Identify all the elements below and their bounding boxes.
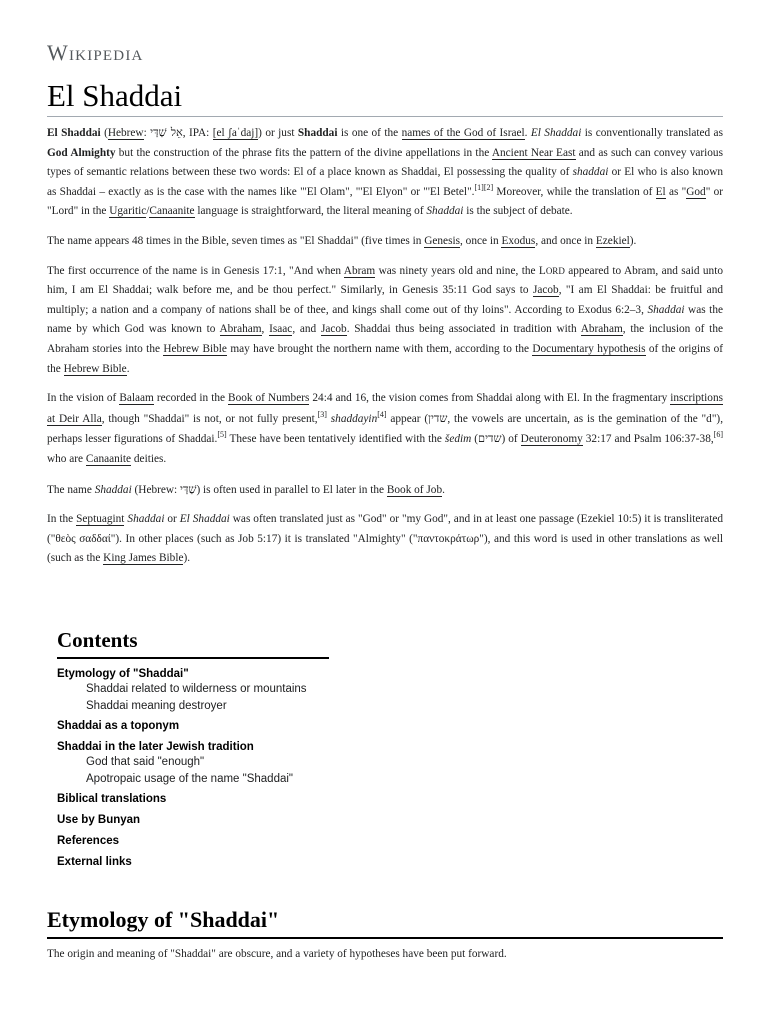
text: and as such can convey various types of semantic relations between these two words: El of a place known as Shaddai, El possessing the quality of bbox=[47, 146, 723, 179]
etymology-paragraph-1: The origin and meaning of "Shaddai" are obscure, and a variety of hypotheses have been put forward. bbox=[47, 948, 507, 960]
toc-item[interactable]: Biblical translations bbox=[57, 793, 167, 805]
link-king-james-bible[interactable]: King James Bible bbox=[103, 552, 184, 565]
text: The name appears 48 times in the Bible, seven times as "El Shaddai" (five times in bbox=[47, 234, 425, 247]
toc-subitem[interactable]: God that said "enough" bbox=[86, 756, 205, 768]
small-caps-text: ORD bbox=[545, 265, 565, 276]
title-divider bbox=[47, 116, 723, 117]
term-bold: God Almighty bbox=[47, 146, 116, 159]
link-hebrew[interactable]: Hebrew bbox=[107, 127, 144, 139]
text: , bbox=[261, 323, 270, 336]
text: The name bbox=[47, 483, 95, 496]
toc-item[interactable]: Use by Bunyan bbox=[57, 814, 141, 826]
text: (Hebrew: bbox=[131, 483, 181, 496]
term-italic: Shaddai bbox=[127, 513, 165, 526]
term-italic: Shaddai bbox=[426, 205, 464, 218]
intro-paragraph-2 bbox=[47, 232, 723, 252]
text: ) of bbox=[501, 433, 521, 446]
link-book-of-job[interactable]: Book of Job bbox=[386, 483, 443, 496]
link-deuteronomy[interactable]: Deuteronomy bbox=[520, 433, 583, 446]
text: ) or just bbox=[258, 127, 298, 139]
text: . Shaddai thus being associated in tradition with bbox=[346, 323, 581, 336]
text: " or "Lord" in the bbox=[47, 185, 724, 218]
text: 24:4 and 16, the vision comes from Shaddai along with El. In the fragmentary bbox=[309, 392, 671, 405]
table-of-contents bbox=[57, 625, 457, 872]
link-ipa[interactable]: [el ʃaˈdaj] bbox=[212, 127, 259, 139]
link-canaanite[interactable]: Canaanite bbox=[149, 205, 195, 218]
text: , the vowels are uncertain, as is the gemination of the "d"), perhaps lesser figurations of Shaddai. bbox=[47, 412, 724, 446]
term-bold: Shaddai bbox=[297, 127, 338, 139]
link-ugaritic[interactable]: Ugaritic bbox=[109, 205, 147, 218]
text: , though "Shaddai" is not, or not fully present, bbox=[101, 412, 318, 425]
reference-link[interactable]: [1][2] bbox=[474, 183, 494, 193]
toc-item[interactable]: External links bbox=[57, 856, 132, 868]
intro-paragraph-4 bbox=[47, 389, 723, 469]
text: deities. bbox=[131, 452, 167, 465]
text: Moreover, while the translation of bbox=[493, 185, 656, 198]
link-jacob[interactable]: Jacob bbox=[532, 284, 559, 297]
text: . bbox=[524, 127, 531, 139]
link-god[interactable]: God bbox=[686, 185, 706, 198]
toc-subitem[interactable]: Shaddai related to wilderness or mountains bbox=[86, 683, 307, 695]
text: In the vision of bbox=[47, 392, 120, 405]
intro-paragraph-6 bbox=[47, 510, 723, 569]
link-ancient-near-east[interactable]: Ancient Near East bbox=[491, 146, 576, 159]
link-abram[interactable]: Abram bbox=[343, 264, 376, 277]
text: , IPA: bbox=[182, 127, 213, 139]
term-italic: šedim bbox=[444, 433, 472, 446]
reference-link[interactable]: [3] bbox=[317, 409, 327, 419]
toc-subitem[interactable]: Shaddai meaning destroyer bbox=[86, 700, 227, 712]
link-deir-alla[interactable]: inscriptions at Deir Alla bbox=[47, 392, 723, 425]
text: ). bbox=[183, 552, 191, 565]
link-exodus[interactable]: Exodus bbox=[501, 234, 536, 247]
text: , "I am El Shaddai: be fruitful and multiply; a nation and a company of nations shall be of thee, and kings shall come out of thy loins". According to Exodus 6:2–3, bbox=[47, 284, 723, 316]
text: but the construction of the phrase fits the pattern of the divine appellations in the bbox=[115, 146, 492, 159]
section-heading-etymology: Etymology of "Shaddai" bbox=[47, 907, 280, 932]
intro-paragraph-5 bbox=[47, 480, 723, 501]
term-italic: Shaddai bbox=[94, 483, 132, 496]
toc-item[interactable]: Shaddai as a toponym bbox=[57, 720, 180, 732]
text: of the origins of the bbox=[47, 342, 723, 375]
text: appeared to Abram, and said unto him, I am El Shaddai; walk before me, and be thou perfect." Similarly, in Genesis 35:11 God says to bbox=[47, 264, 723, 297]
toc-item[interactable]: References bbox=[57, 835, 120, 847]
hebrew-text: שדין bbox=[428, 411, 448, 425]
text: is one of the bbox=[337, 127, 402, 139]
term-italic: El Shaddai bbox=[179, 513, 230, 526]
hebrew-text: שדים bbox=[478, 432, 502, 446]
text: is conventionally translated as bbox=[581, 127, 723, 139]
text: may have brought the northern name with them, according to the bbox=[226, 342, 533, 355]
toc-item[interactable]: Etymology of "Shaddai" bbox=[57, 668, 189, 680]
link-balaam[interactable]: Balaam bbox=[119, 392, 154, 405]
text: ( bbox=[100, 127, 108, 139]
link-septuagint[interactable]: Septuagint bbox=[76, 513, 125, 526]
intro-paragraph-3 bbox=[47, 262, 723, 380]
text: These have been tentatively identified with the bbox=[226, 433, 445, 446]
link-hebrew-bible[interactable]: Hebrew Bible bbox=[163, 342, 227, 355]
section-divider bbox=[47, 937, 723, 939]
text: In the bbox=[47, 513, 77, 526]
text: : bbox=[143, 127, 151, 139]
term-italic: Shaddai bbox=[647, 303, 685, 316]
link-book-of-numbers[interactable]: Book of Numbers bbox=[228, 392, 310, 405]
link-genesis[interactable]: Genesis bbox=[424, 234, 461, 247]
link-abraham[interactable]: Abraham bbox=[580, 323, 623, 336]
text: as " bbox=[665, 185, 687, 198]
article-body bbox=[47, 123, 723, 579]
toc-list bbox=[57, 664, 457, 872]
term-italic: shaddayin bbox=[330, 412, 378, 425]
text: ) is often used in parallel to El later in the bbox=[196, 483, 387, 496]
text: . bbox=[126, 362, 130, 375]
link-el[interactable]: El bbox=[655, 185, 666, 198]
toc-title: Contents bbox=[57, 628, 138, 652]
text: ). bbox=[629, 234, 637, 247]
term-italic: El Shaddai bbox=[530, 127, 582, 139]
text: . bbox=[442, 483, 445, 496]
link-hebrew-bible[interactable]: Hebrew Bible bbox=[63, 362, 127, 375]
text: 32:17 and Psalm 106:37-38, bbox=[582, 433, 714, 446]
reference-link[interactable]: [6] bbox=[713, 430, 723, 440]
text: / bbox=[146, 205, 150, 218]
wikipedia-logo[interactable]: Wikipedia bbox=[47, 40, 144, 65]
text: was the name by which God was known to bbox=[47, 303, 723, 336]
hebrew-text: שַׁדַּי bbox=[180, 482, 197, 496]
text: appear ( bbox=[386, 412, 429, 425]
text: was often translated just as "God" or "my God", and in at least one passage (Ezekiel 10:5) it is transliterated ("θεὸς σαδδαί"). In other places (such as Job 5:17) it is translated "Almighty" ("παντοκράτωρ"), and this word is used in other translations as well (such as the bbox=[47, 513, 723, 565]
text: , and once in bbox=[535, 234, 596, 247]
link-jacob[interactable]: Jacob bbox=[320, 323, 347, 336]
link-isaac[interactable]: Isaac bbox=[269, 323, 293, 336]
text: , and bbox=[292, 323, 321, 336]
text: or bbox=[164, 513, 180, 526]
text: language is straightforward, the literal meaning of bbox=[194, 205, 427, 218]
text: The first occurrence of the name is in Genesis 17:1, "And when bbox=[47, 264, 344, 277]
text: who are bbox=[47, 452, 86, 465]
link-abraham[interactable]: Abraham bbox=[219, 323, 262, 336]
toc-divider bbox=[57, 657, 329, 659]
text: or El who is also known as Shaddai – exactly as is the case with the names like "'El Olam", "'El Elyon" or "'El Betel". bbox=[47, 166, 723, 198]
link-canaanite[interactable]: Canaanite bbox=[85, 452, 132, 465]
link-documentary-hypothesis[interactable]: Documentary hypothesis bbox=[532, 342, 646, 355]
text: , once in bbox=[460, 234, 502, 247]
text: was ninety years old and nine, the L bbox=[375, 264, 546, 277]
reference-link[interactable]: [5] bbox=[217, 430, 227, 440]
link-ezekiel[interactable]: Ezekiel bbox=[595, 234, 630, 247]
hebrew-text: אֵל שַׁדַּי bbox=[150, 126, 183, 139]
intro-paragraph-1 bbox=[47, 123, 723, 222]
reference-link[interactable]: [4] bbox=[377, 409, 387, 419]
text: recorded in the bbox=[153, 392, 229, 405]
page-title: El Shaddai bbox=[47, 78, 183, 113]
toc-item[interactable]: Shaddai in the later Jewish tradition bbox=[57, 741, 254, 753]
toc-subitem[interactable]: Apotropaic usage of the name "Shaddai" bbox=[86, 773, 293, 785]
link-names-of-god[interactable]: names of the God of Israel bbox=[401, 127, 525, 139]
term-italic: shaddai bbox=[572, 166, 609, 179]
term-bold: El Shaddai bbox=[47, 127, 101, 139]
text: ( bbox=[471, 433, 479, 446]
text: is the subject of debate. bbox=[463, 205, 573, 218]
text: , the inclusion of the Abraham stories into the bbox=[47, 323, 723, 355]
